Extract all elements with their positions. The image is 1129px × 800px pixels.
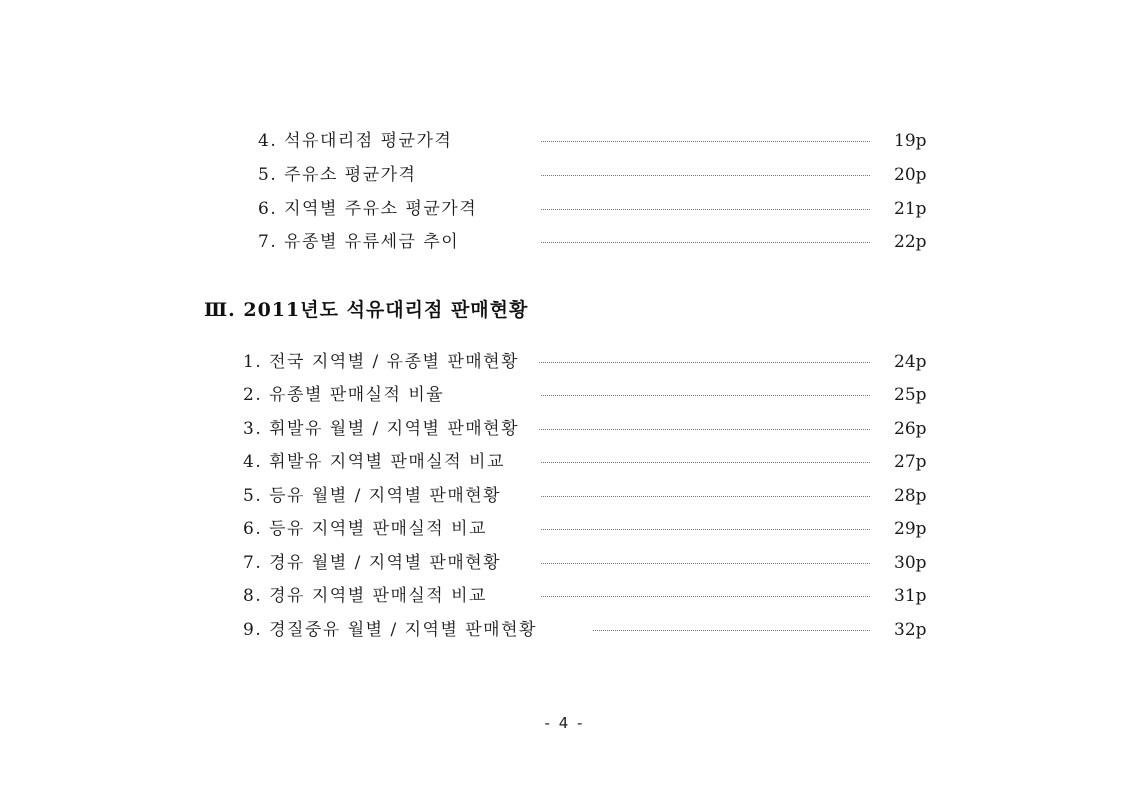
toc-entry-label: 7. 유종별 유류세금 추이	[258, 232, 460, 252]
toc-entry-label: 9. 경질중유 월별 / 지역별 판매현황	[243, 620, 537, 640]
toc-entry[interactable]	[0, 163, 1129, 187]
dot-leader	[541, 175, 870, 176]
toc-entry-page: 25p	[894, 385, 927, 405]
toc-entry-label: 7. 경유 월별 / 지역별 판매현황	[243, 553, 502, 573]
toc-entry-label: 2. 유종별 판매실적 비율	[243, 385, 445, 405]
toc-entry-label: 6. 지역별 주유소 평균가격	[258, 199, 478, 219]
page-number: - 4 -	[544, 714, 585, 732]
toc-entry-page: 27p	[894, 452, 927, 472]
toc-entry-page: 24p	[894, 352, 927, 372]
toc-entry-label: 3. 휘발유 월별 / 지역별 판매현황	[243, 419, 520, 439]
dot-leader	[541, 529, 870, 530]
dot-leader	[541, 496, 870, 497]
dot-leader	[541, 242, 870, 243]
toc-entry-label: 5. 주유소 평균가격	[258, 165, 417, 185]
dot-leader	[541, 209, 870, 210]
toc-entry-page: 19p	[894, 131, 927, 151]
toc-entry-label: 4. 석유대리점 평균가격	[258, 131, 453, 151]
toc-entry-page: 26p	[894, 419, 927, 439]
dot-leader	[541, 462, 870, 463]
toc-entry-page: 29p	[894, 519, 927, 539]
section-heading[interactable]: Ⅲ. 2011년도 석유대리점 판매현황	[204, 299, 529, 321]
toc-entry[interactable]	[0, 129, 1129, 153]
toc-entry[interactable]	[0, 417, 1129, 441]
dot-leader	[541, 596, 870, 597]
toc-entry[interactable]	[0, 584, 1129, 608]
toc-entry-page: 31p	[894, 586, 927, 606]
toc-entry-page: 28p	[894, 486, 927, 506]
toc-entry[interactable]	[0, 618, 1129, 642]
toc-entry[interactable]	[0, 230, 1129, 254]
toc-entry[interactable]	[0, 383, 1129, 407]
toc-entry-label: 6. 등유 지역별 판매실적 비교	[243, 519, 487, 539]
dot-leader	[593, 630, 870, 631]
toc-entry-label: 4. 휘발유 지역별 판매실적 비교	[243, 452, 505, 472]
dot-leader	[539, 362, 870, 363]
toc-entry-page: 32p	[894, 620, 927, 640]
toc-entry[interactable]	[0, 484, 1129, 508]
dot-leader	[541, 395, 870, 396]
dot-leader	[541, 563, 870, 564]
toc-entry-page: 22p	[894, 232, 927, 252]
toc-entry[interactable]	[0, 551, 1129, 575]
toc-entry-label: 8. 경유 지역별 판매실적 비교	[243, 586, 487, 606]
toc-entry-label: 1. 전국 지역별 / 유종별 판매현황	[243, 352, 520, 372]
toc-entry-label: 5. 등유 월별 / 지역별 판매현황	[243, 486, 502, 506]
toc-entry[interactable]	[0, 197, 1129, 221]
toc-entry-page: 30p	[894, 553, 927, 573]
toc-entry[interactable]	[0, 350, 1129, 374]
toc-entry-page: 21p	[894, 199, 927, 219]
toc-entry-page: 20p	[894, 165, 927, 185]
toc-entry[interactable]	[0, 517, 1129, 541]
dot-leader	[541, 141, 870, 142]
toc-entry[interactable]	[0, 450, 1129, 474]
dot-leader	[539, 429, 870, 430]
